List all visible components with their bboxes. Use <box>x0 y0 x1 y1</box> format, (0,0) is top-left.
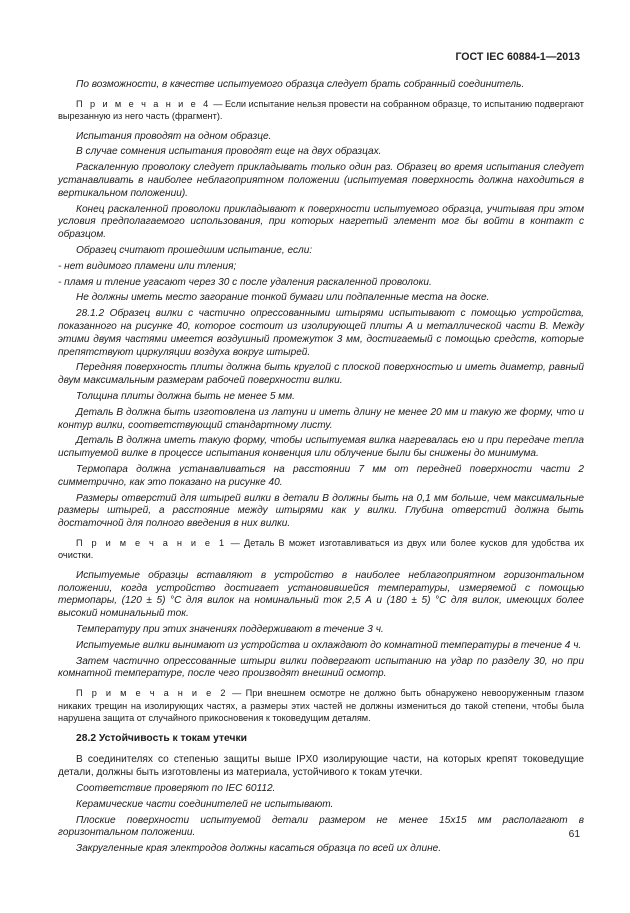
list-item: - пламя и тление угасают через 30 с после удаления раскаленной проволоки. <box>58 276 432 288</box>
paragraph: В соединителях со степенью защиты выше IPX0 изолирующие части, на которых крепят токоведущие детали, должны быть изготовлены из материала, устойчивого к токам утечки. <box>58 754 584 779</box>
paragraph: В случае сомнения испытания проводят еще на двух образцах. <box>76 146 382 158</box>
paragraph: Испытуемые образцы вставляют в устройство в наиболее неблагоприятном горизонтальном положении, когда устройство достигает установившейся температуры, измеряемой с помощью термопары, (120 ± 5) °С для вилок на номинальный ток 2,5 А и (180 ± 5) °С для вилок, имеющих более высокий номинальный ток. <box>58 569 584 620</box>
page-number: 61 <box>568 829 580 840</box>
paragraph: Деталь В должна быть изготовлена из латуни и иметь длину не менее 20 мм и такую же форму, что и контур вилки, соответствующий стандартному листу. <box>58 406 584 431</box>
paragraph: Затем частично опрессованные штыри вилки подвергают испытанию на удар по разделу 30, но при комнатной температуре, после чего производят внешний осмотр. <box>58 655 584 680</box>
paragraph: Испытуемые вилки вынимают из устройства и охлаждают до комнатной температуры в течение 4 ч. <box>76 639 582 651</box>
paragraph: Не должны иметь место загорание тонкой бумаги или подпаленные места на доске. <box>76 292 490 304</box>
note-label: П р и м е ч а н и е 4 <box>76 98 211 109</box>
section-heading: 28.2 Устойчивость к токам утечки <box>76 733 247 745</box>
paragraph: Размеры отверстий для штырей вилки в детали В должны быть на 0,1 мм больше, чем максимальные размеры штырей, а расстояние между штырями как у вилки. Глубина отверстий должна быть достаточной для полного введения в них вилки. <box>58 492 584 530</box>
standard-header: ГОСТ IEC 60884-1—2013 <box>455 51 580 63</box>
paragraph: Закругленные края электродов должны касаться образца по всей их длине. <box>76 843 442 855</box>
paragraph: Испытания проводят на одном образце. <box>76 130 272 142</box>
paragraph: Керамические части соединителей не испытывают. <box>76 798 334 810</box>
paragraph: Толщина плиты должна быть не менее 5 мм. <box>76 390 295 402</box>
paragraph: Раскаленную проволоку следует прикладывать только один раз. Образец во время испытания следует устанавливать в наиболее неблагоприятном положении (испытуемая поверхность должна находиться в вертикальном положении). <box>58 162 584 199</box>
list-item: - нет видимого пламени или тления; <box>58 260 237 272</box>
note-label: П р и м е ч а н и е 1 <box>76 537 227 548</box>
paragraph: 28.1.2 Образец вилки с частично опрессованными штырями испытывают с помощью устройства, показанного на рисунке 40, которое состоит из изолирующей плиты А и металлической части В. Между этими двумя частями имеется воздушный промежуток 3 мм, достигаемый с помощью средств, которые препятствуют циркуляции воздуха вокруг штырей. <box>58 308 584 358</box>
paragraph: Термопара должна устанавливаться на расстоянии 7 мм от передней поверхности части 2 симметрично, как это показано на рисунке 40. <box>58 463 584 488</box>
paragraph: Температуру при этих значениях поддерживают в течение 3 ч. <box>76 623 384 635</box>
note-text: — Если испытание нельзя провести на собранном образце, то испытанию подвергают вырезанную из него часть (фрагмент). <box>58 98 584 122</box>
page-content <box>58 79 584 859</box>
note-text: — При внешнем осмотре не должно быть обнаружено невооруженным глазом никаких трещин на изолирующих частях, а размеры этих частей не должны измениться до такой степени, чтобы была нарушена защита от случайного прикосновения к токоведущим деталям. <box>58 688 584 723</box>
note-paragraph <box>58 537 584 562</box>
paragraph: Соответствие проверяют по IEC 60112. <box>76 782 276 794</box>
paragraph: Передняя поверхность плиты должна быть круглой с плоской поверхностью и иметь диаметр, равный двум максимальным размерам рабочей поверхности вилки. <box>58 362 584 387</box>
note-paragraph <box>58 687 584 724</box>
note-label: П р и м е ч а н и е 2 <box>76 688 228 699</box>
paragraph: Плоские поверхности испытуемой детали размером не менее 15х15 мм располагают в горизонтальном положении. <box>58 814 584 839</box>
paragraph: Конец раскаленной проволоки прикладывают к поверхности испытуемого образца, учитывая при этом условия предполагаемого использования, при которых нагретый элемент мог бы войти в контакт с образцом. <box>58 203 584 241</box>
note-text: — Деталь В может изготавливаться из двух или более кусков для удобства их очистки. <box>58 537 584 561</box>
paragraph: По возможности, в качестве испытуемого образца следует брать собранный соединитель. <box>76 79 525 90</box>
paragraph: Деталь В должна иметь такую форму, чтобы испытуемая вилка нагревалась ею и при передаче тепла испытуемой вилке в процессе испытания конвенция или облучение были бы снижены до минимума. <box>58 435 584 460</box>
note-paragraph <box>58 98 584 123</box>
paragraph: Образец считают прошедшим испытание, если: <box>76 244 313 256</box>
